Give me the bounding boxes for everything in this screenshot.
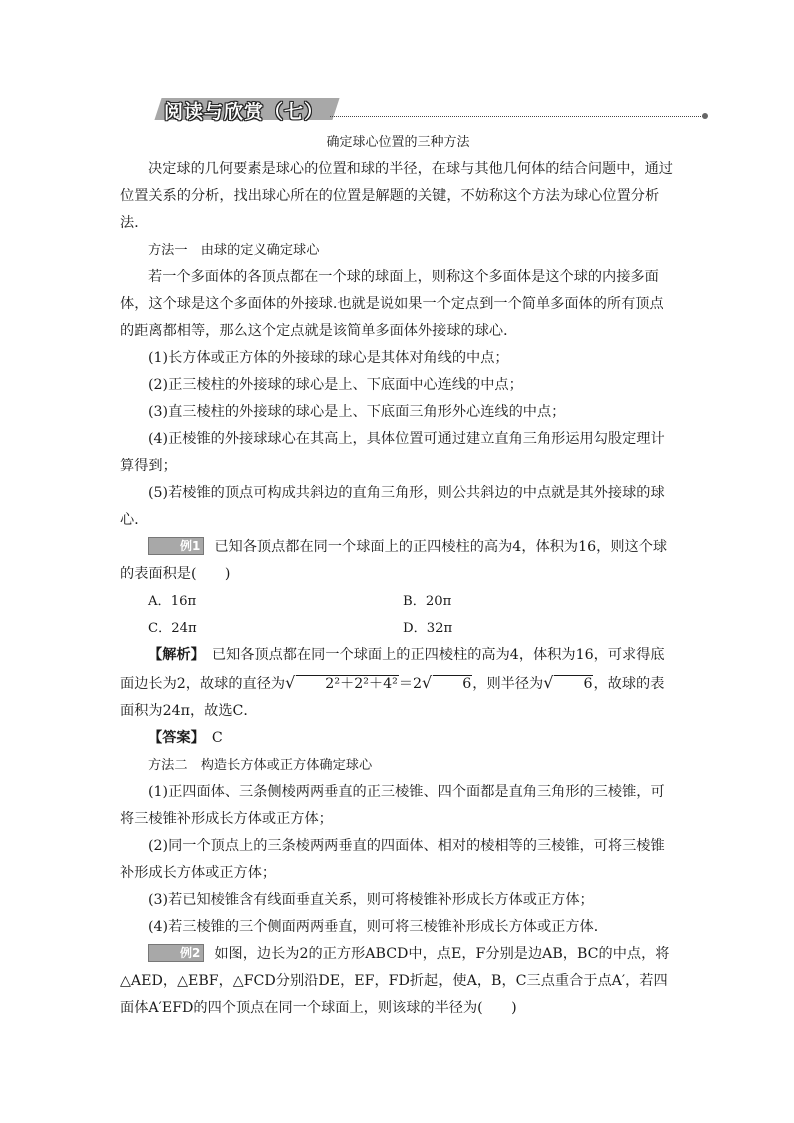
m2-item-4: (4)若三棱锥的三个侧面两两垂直，则可将三棱锥补形成长方体或正方体．: [148, 919, 608, 935]
header-dot-icon: [702, 113, 708, 119]
m2-item-3: (3)若已知棱锥含有线面垂直关系，则可将棱锥补形成长方体或正方体；: [148, 892, 594, 908]
m2-item-2: (2)同一个顶点上的三条棱两两垂直的四面体、相对的棱相等的三棱锥，可将三棱锥补形成长方体或正方体；: [120, 838, 665, 881]
example1-tag: 例1: [148, 537, 204, 555]
analysis-text-4: ，故球的表面积为24π，故选C．: [120, 676, 665, 719]
analysis-sqrt-2: 6: [433, 675, 472, 692]
analysis-sqrt-3: 6: [554, 675, 593, 692]
section-title: 阅读与欣赏（七）: [164, 101, 325, 123]
option-b: B．20π: [403, 594, 452, 609]
analysis-text-3: ，则半径为: [472, 676, 544, 692]
analysis-text-2: ＝2: [398, 676, 423, 692]
method1-body: 若一个多面体的各顶点都在一个球的球面上，则称这个多面体是这个球的内接多面体，这个球是这个多面体的外接球.也就是说如果一个定点到一个简单多面体的所有顶点的距离都相等，那么这个定点就是该简单多面体外接球的球心．: [120, 269, 664, 339]
example1-text: 已知各顶点都在同一个球面上的正四棱柱的高为4，体积为16，则这个球的表面积是( ): [120, 539, 668, 582]
example1: [120, 534, 676, 588]
m1-item-2: (2)正三棱柱的外接球的球心是上、下底面中心连线的中点；: [148, 377, 523, 393]
sqrt-icon: √: [285, 673, 296, 692]
example1-options-row2: [120, 615, 676, 642]
example2: [120, 941, 676, 1022]
option-d: D．32π: [403, 621, 453, 636]
sqrt-icon: √: [543, 673, 554, 692]
m1-item-4: (4)正棱锥的外接球球心在其高上，具体位置可通过建立直角三角形运用勾股定理计算得到；: [120, 431, 665, 474]
sqrt-icon: √: [422, 673, 433, 692]
example2-tag: 例2: [148, 944, 204, 962]
header-rule: [330, 116, 705, 117]
analysis-sqrt-1: 2²＋2²＋4²: [296, 675, 399, 692]
m1-item-1: (1)长方体或正方体的外接球的球心是其体对角线的中点；: [148, 350, 509, 366]
method1-title: 方法一 由球的定义确定球心: [148, 243, 320, 258]
m2-item-1: (1)正四面体、三条侧棱两两垂直的正三棱锥、四个面都是直角三角形的三棱锥，可将三棱锥补形成长方体或正方体；: [120, 784, 665, 827]
answer-label: 【答案】: [148, 730, 198, 746]
doc-heading: 确定球心位置的三种方法: [326, 135, 470, 150]
method2-title: 方法二 构造长方体或正方体确定球心: [148, 758, 373, 773]
example1-options-row1: [120, 588, 676, 615]
answer: [120, 725, 676, 752]
option-a: A．16π: [148, 594, 197, 609]
analysis: [120, 642, 676, 725]
m1-item-5: (5)若棱锥的顶点可构成共斜边的直角三角形，则公共斜边的中点就是其外接球的球心．: [120, 485, 665, 528]
intro-paragraph: 决定球的几何要素是球心的位置和球的半径，在球与其他几何体的结合问题中，通过位置关系的分析，找出球心所在的位置是解题的关键，不妨称这个方法为球心位置分析法．: [120, 161, 673, 231]
option-c: C．24π: [148, 621, 197, 636]
answer-value: C: [211, 730, 223, 746]
example2-text: 如图，边长为2的正方形ABCD中，点E，F分别是边AB，BC的中点，将△AED，△EBF，△FCD分别沿DE，EF，FD折起，使A，B，C三点重合于点A′，若四面体A′EFD的四个顶点在同一个球面上，则该球的半径为( ): [120, 946, 670, 1016]
analysis-text-1: 已知各顶点都在同一个球面上的正四棱柱的高为4，体积为16，可求得底面边长为2，故球的直径为: [120, 647, 665, 692]
m1-item-3: (3)直三棱柱的外接球的球心是上、下底面三角形外心连线的中点；: [148, 404, 566, 420]
analysis-label: 【解析】: [148, 647, 198, 663]
section-header: [150, 96, 710, 124]
document-body: [120, 129, 676, 1022]
